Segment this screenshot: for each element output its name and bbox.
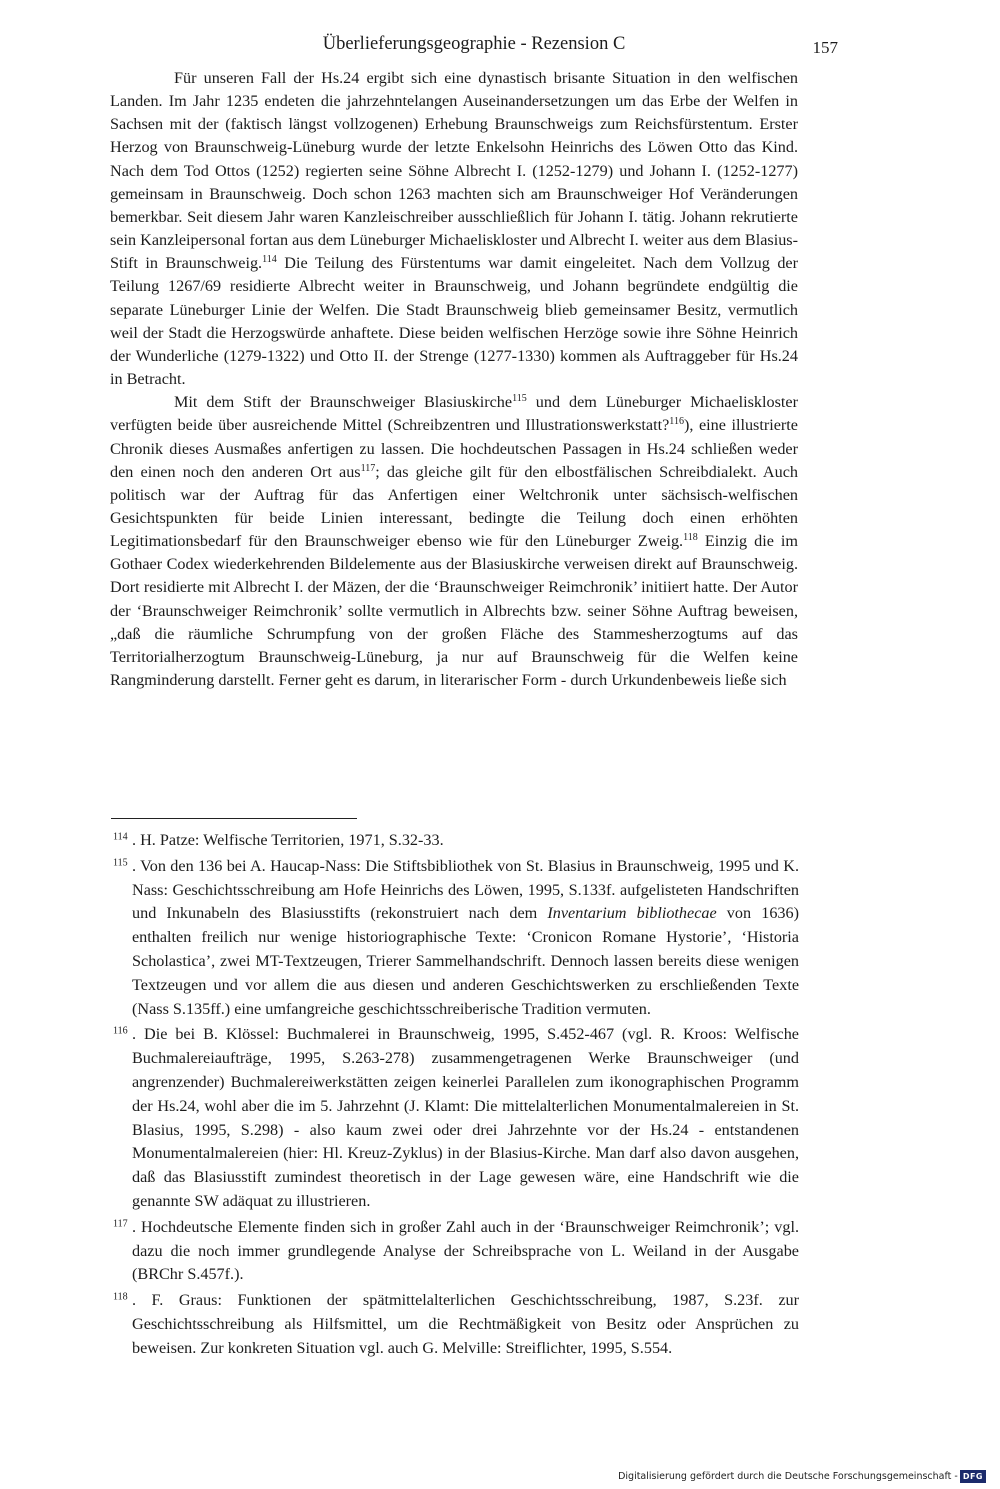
footnote-number-115: 115 [113,857,128,869]
footnote-ref-118: 118 [683,532,698,544]
footnote-number-116: 116 [113,1025,128,1037]
footnote-number-118: 118 [113,1291,128,1303]
footnote-italic-title: Inventarium bibliothecae [547,904,717,923]
footnote-ref-117: 117 [360,462,376,474]
footnote-text: . Hochdeutsche Elemente finden sich in großer Zahl auch in der ‘Braunschweiger Reimchronik’; vgl. dazu die noch immer grundlegende Analyse der Schreibsprache von L. Weiland in der Ausgabe (BRChr S.457f.). [132,1217,799,1284]
footnote-text: . Die bei B. Klössel: Buchmalerei in Braunschweig, 1995, S.452-467 (vgl. R. Kroos: Welfische Buchmalereiaufträge, 1995, S.263-278) zusammengetragenen Werke Braunschweiger (und angrenzender) Buchmalereiwerkstätten zeigen keinerlei Parallelen zum ikonographischen Programm der Hs.24, wohl aber die im 5. Jahrzehnt (J. Klamt: Die mittelalterlichen Monumentalmalereien in St. Blasius, 1995, S.298) - also kaum zwei oder drei Jahrzehnte vor der Hs.24 - entstandenen Monumentalmalereien (hier: Hl. Kreuz-Zyklus) in der Blasius-Kirche. Man darf also davon ausgehen, daß das Blasiusstift zumindest theoretisch in der Lage gewesen wäre, eine Handschrift wie die genannte SW adäquat zu illustrieren. [132,1025,799,1210]
running-header [110,34,838,60]
paragraph-2-text-b: und dem Lüneburger Michaeliskloster verfügten beide über ausreichende Mittel (Schreibzentren und Illustrationswerkstatt? [110,393,798,435]
footnote-116 [110,1023,799,1213]
paragraph-2 [110,391,798,692]
footnote-number-117: 117 [113,1218,128,1230]
paragraph-2-text-d: ; das gleiche gilt für den elbostfälischen Schreibdialekt. Auch politisch war der Auftrag für das Anfertigen einer Weltchronik unter sächsisch-welfischen Gesichtspunkten für beide Linien interessant, bedingte die Teilung doch einen erhöhten Legitimationsbedarf für den Braunschweiger ebenso wie für den Lüneburger Zweig. [110,462,798,551]
footnote-117 [110,1216,799,1287]
footnote-text: . F. Graus: Funktionen der spätmittelalterlichen Geschichtsschreibung, 1987, S.23f. zur Geschichtsschreibung als Hilfsmittel, um die Rechtmäßigkeit von Besitz oder Ansprüchen zu beweisen. Zur konkreten Situation vgl. auch G. Melville: Streiflichter, 1995, S.554. [132,1291,799,1357]
footnote-text-b: von 1636) enthalten freilich nur wenige historiographische Texte: ‘Cronicon Romane Hystorie’, ‘Historia Scholastica’, zwei MT-Textzeugen, Trierer Sammelhandschrift. Dennoch lassen bereits diese wenigen Textzeugen und vor allem die aus diesen und anderen Geschichtswerken zu erschließenden Texte (Nass S.135ff.) eine umfangreiche geschichtsschreiberische Tradition vermuten. [132,904,799,1018]
digitization-credit [618,1470,986,1483]
dfg-logo: DFG [960,1470,986,1483]
paragraph-2-text-e: Einzig die im Gothaer Codex wiederkehrenden Bildelemente aus der Blasiuskirche verweisen direkt auf Braunschweig. Dort residierte mit Albrecht I. der Mäzen, der die ‘Braunschweiger Reimchronik’ initiiert hatte. Der Autor der ‘Braunschweiger Reimchronik’ sollte vermutlich in Albrechts bzw. seiner Söhne Auftrag beweisen, „daß die räumliche Schrumpfung von der großen Fläche des Stammesherzogtums auf das Territorialherzogtum Braunschweig-Lüneburg, ja nur auf Braunschweig für die Welfen keine Rangminderung darstellt. Ferner geht es darum, in literarischer Form - durch Urkundenbeweis ließe sich [110,532,798,690]
footnote-text: . H. Patze: Welfische Territorien, 1971, S.32-33. [132,831,444,849]
body-text [110,67,798,692]
footnote-number [113,855,128,879]
footnote-114 [110,829,799,853]
credit-text: Digitalisierung gefördert durch die Deutsche Forschungsgemeinschaft - [618,1471,958,1482]
footnote-number [113,1216,128,1240]
footnote-text-a: . Von den 136 bei A. Haucap-Nass: Die Stiftsbibliothek von St. Blasius in Braunschweig, 1995 und K. Nass: Geschichtsschreibung am Hofe Heinrichs des Löwen, 1995, S.133f. aufgelisteten Handschriften und Inkunabeln des Blasiusstifts (rekonstruiert nach dem [132,856,799,923]
page-number: 157 [812,38,838,57]
footnote-number [113,1289,128,1313]
header-title: Überlieferungsgeographie - Rezension C [322,34,626,54]
paragraph-2-text-c: ), eine illustrierte Chronik dieses Ausmaßes anfertigen zu lassen. Die hochdeutschen Passagen in Hs.24 schließen weder den einen noch den anderen Ort aus [110,416,798,481]
footnote-separator [111,818,357,819]
footnote-ref-114: 114 [262,254,277,266]
footnote-number-114: 114 [113,831,128,843]
footnote-number [113,829,128,853]
paragraph-2-text-a: Mit dem Stift der Braunschweiger Blasiuskirche [174,393,513,412]
paragraph-1 [110,67,798,391]
footnote-ref-115: 115 [512,393,527,405]
footnote-118 [110,1289,799,1360]
footnote-number [113,1023,128,1047]
footnotes [110,829,799,1363]
paragraph-1-text-b: Die Teilung des Fürstentums war damit eingeleitet. Nach dem Vollzug der Teilung 1267/69 residierte Albrecht weiter in Braunschweig, und Johann begründete endgültig die separate Lüneburger Linie der Welfen. Die Stadt Braunschweig blieb gemeinsamer Besitz, vermutlich weil der Stadt die Herzogswürde anhaftete. Diese beiden welfischen Herzöge sowie ihre Söhne Heinrich der Wunderliche (1279-1322) und Otto II. der Strenge (1277-1330) kommen als Auftraggeber für Hs.24 in Betracht. [110,254,798,389]
paragraph-1-text-a: Für unseren Fall der Hs.24 ergibt sich eine dynastisch brisante Situation in den welfischen Landen. Im Jahr 1235 endeten die jahrzehntelangen Auseinandersetzungen um das Erbe der Welfen in Sachsen mit der (faktisch längst vollzogenen) Erhebung Braunschweigs zum Reichsfürstentum. Erster Herzog von Braunschweig-Lüneburg wurde der letzte Enkelsohn Heinrichs des Löwen Otto das Kind. Nach dem Tod Ottos (1252) regierten seine Söhne Albrecht I. (1252-1279) und Johann I. (1252-1277) gemeinsam in Braunschweig. Doch schon 1263 machten sich am Braunschweiger Hof Veränderungen bemerkbar. Seit diesem Jahr waren Kanzleischreiber ausschließlich für Johann I. tätig. Johann rekrutierte sein Kanzleipersonal fortan aus dem Lüneburger Michaeliskloster und Albrecht I. weiter aus dem Blasius-Stift in Braunschweig. [110,69,798,273]
footnote-ref-116: 116 [669,416,684,428]
footnote-115 [110,855,799,1022]
